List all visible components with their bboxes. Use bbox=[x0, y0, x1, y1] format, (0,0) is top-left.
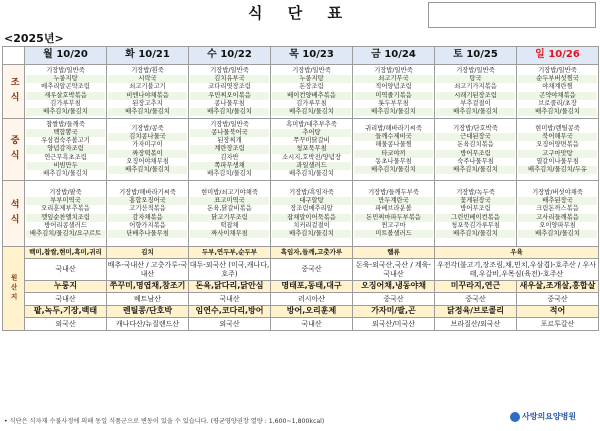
menu-item: 표고미역국 bbox=[190, 197, 269, 205]
menu-item: 짜사이채무침 bbox=[190, 230, 269, 238]
menu-item: 기장밥/일반죽 bbox=[46, 66, 85, 74]
day-header: 목 10/23 bbox=[271, 47, 353, 65]
menu-item: 흑미밥/대추부추죽 bbox=[286, 120, 337, 128]
origin-item: 미꾸라지,연근 bbox=[435, 281, 517, 293]
meal-label: 중식 bbox=[3, 119, 25, 181]
menu-item: 된장찌개 bbox=[217, 137, 242, 145]
origin-item: 새우살,조개살,홍합살 bbox=[517, 281, 599, 293]
menu-item: 오이양파무침 bbox=[539, 221, 576, 229]
day-header: 금 10/24 bbox=[353, 47, 435, 65]
origin-item: 적어 bbox=[517, 306, 599, 318]
day-header: 일 10/26 bbox=[517, 47, 599, 65]
menu-item: 배추김치/물김치/두유 bbox=[518, 166, 597, 174]
menu-item: 귀리밥/해바라기씨죽 bbox=[365, 124, 422, 132]
menu-item: 시래기된장조림 bbox=[436, 92, 515, 100]
origin-country: 국내산 bbox=[271, 318, 353, 331]
menu-cell bbox=[25, 119, 107, 181]
menu-cell bbox=[25, 181, 107, 247]
origin-item: 명태포,동태,대구 bbox=[271, 281, 353, 293]
origin-country: 중국산 bbox=[271, 259, 353, 281]
menu-item: 기장밥/일반죽 bbox=[210, 120, 249, 128]
origin-label: 원산지 bbox=[3, 247, 25, 331]
menu-item: 소시지,호박전/양념장 bbox=[282, 153, 341, 161]
menu-item: 배추김치/물김치 bbox=[518, 230, 597, 238]
menu-item: 치커리겉절이 bbox=[293, 221, 330, 229]
origin-item: 렌틸콩/단호박 bbox=[107, 306, 189, 318]
origin-item: 흑임자,들깨,고춧가루 bbox=[271, 247, 353, 259]
menu-item: 오징어야채무침 bbox=[126, 157, 169, 165]
menu-cell bbox=[189, 65, 271, 119]
menu-item: 닭고기무조림 bbox=[190, 214, 269, 222]
origin-header-row bbox=[3, 306, 599, 318]
menu-item: 배추김치/물김치/요구르트 bbox=[26, 230, 105, 238]
hospital-logo bbox=[510, 411, 576, 422]
menu-item: 김치콩나물국 bbox=[108, 133, 187, 141]
menu-item: 그린빈베이컨볶음 bbox=[436, 214, 515, 222]
menu-item: 고구마맛탕 bbox=[518, 150, 597, 158]
menu-item: 배추김치/물김치 bbox=[272, 108, 351, 116]
menu-item: 파베브라운볼 bbox=[375, 205, 412, 213]
menu-item: 기장밥/버섯야채죽 bbox=[532, 188, 583, 196]
menu-item: 쇠고기불고기 bbox=[129, 83, 166, 91]
menu-item: 북어해무국 bbox=[518, 133, 597, 141]
menu-item: 돈육김치볶음 bbox=[457, 141, 494, 149]
menu-item: 떡잡채 bbox=[220, 221, 239, 229]
menu-item: 찹쌀밥/들깨죽 bbox=[46, 120, 85, 128]
origin-country: 포르투갈산 bbox=[517, 318, 599, 331]
menu-item: 들깨수제비국 bbox=[354, 133, 433, 141]
day-header: 월 10/20 bbox=[25, 47, 107, 65]
origin-country: 국내산 bbox=[25, 293, 107, 306]
menu-item: 코다리엿장조림 bbox=[208, 83, 251, 91]
origin-country: 국내산 bbox=[189, 293, 271, 306]
menu-item: 비엔나야채볶음 bbox=[108, 92, 187, 100]
menu-item: 꽃게된장국 bbox=[436, 197, 515, 205]
menu-item: 양념감자조림 bbox=[26, 145, 105, 153]
menu-item: 곤약야채볶음 bbox=[518, 92, 597, 100]
menu-item: 오징어양면볶음 bbox=[536, 141, 579, 149]
origin-item: 닭정육/브로콜리 bbox=[435, 306, 517, 318]
menu-item: 순두부버섯찜국 bbox=[518, 75, 597, 83]
menu-cell bbox=[271, 65, 353, 119]
menu-item: 깻잎순찬앨치조림 bbox=[26, 214, 105, 222]
menu-item: 동초나물무침 bbox=[375, 157, 412, 165]
menu-item: 기장밥/흑임자죽 bbox=[289, 188, 334, 196]
menu-cell bbox=[517, 65, 599, 119]
menu-item: 배추김치/물김치 bbox=[108, 108, 187, 116]
menu-cell bbox=[107, 119, 189, 181]
meal-label: 석식 bbox=[3, 181, 25, 247]
menu-item: 누룽지탕 bbox=[272, 75, 351, 83]
footnote: • 식단은 식자재 수불사정에 의해 동일 식품군으로 변동이 있을 수 있습니다. (평균영양권장 열량 : 1,600~1,800kcal) bbox=[4, 418, 325, 425]
menu-item: 미트볼샐러드 bbox=[354, 230, 433, 238]
day-header: 수 10/22 bbox=[189, 47, 271, 65]
menu-cell bbox=[189, 181, 271, 247]
menu-item: 배추김치/물김치 bbox=[190, 108, 269, 116]
menu-cell bbox=[25, 65, 107, 119]
menu-item: 과일샐러드 bbox=[272, 162, 351, 170]
origin-item: 백미,찹쌀,현미,흑미,귀리 bbox=[25, 247, 107, 259]
menu-item: 오리훈제부추볶음 bbox=[41, 205, 90, 213]
menu-item: 배추된장국 bbox=[518, 197, 597, 205]
menu-item: 배추김치/물김치 bbox=[289, 169, 334, 177]
origin-value-row bbox=[3, 318, 599, 331]
origin-country: 외국산/미국산 bbox=[353, 318, 435, 331]
menu-item: 만두계란국 bbox=[354, 197, 433, 205]
menu-item: 기장밥/일반죽 bbox=[538, 66, 577, 74]
hospital-logo-icon bbox=[510, 412, 520, 422]
menu-item: 김가루무침 bbox=[50, 99, 81, 107]
menu-item: 방어무조림 bbox=[436, 150, 515, 158]
origin-country: 중국산 bbox=[435, 293, 517, 306]
menu-table bbox=[2, 46, 599, 331]
menu-item: 기장밥/콩죽 bbox=[131, 124, 164, 132]
menu-cell bbox=[107, 181, 189, 247]
menu-item: 배추김치/물김치 bbox=[108, 166, 187, 174]
origin-item: 팥,녹두,기장,백태 bbox=[25, 306, 107, 318]
menu-item: 부부미역국 bbox=[26, 197, 105, 205]
origin-country: 국내산 bbox=[25, 259, 107, 281]
menu-item: 우민찌오이볶음 bbox=[190, 92, 269, 100]
menu-item: 백합뽕국 bbox=[26, 129, 105, 137]
origin-item: 우육 bbox=[435, 247, 599, 259]
menu-item: 배추김치/물김치 bbox=[26, 108, 105, 116]
menu-item: 기장밥/단호박죽 bbox=[453, 124, 498, 132]
origin-item: 임연수,코다리,방어 bbox=[189, 306, 271, 318]
menu-item: 현미밥/쇠고기야채죽 bbox=[201, 188, 258, 196]
menu-cell bbox=[271, 119, 353, 181]
meal-label: 조식 bbox=[3, 65, 25, 119]
origin-header-row bbox=[3, 247, 599, 259]
origin-item: 누룽지 bbox=[25, 281, 107, 293]
origin-value-row bbox=[3, 259, 599, 281]
day-header: 화 10/21 bbox=[107, 47, 189, 65]
menu-item: 베이컨양배추볶음 bbox=[272, 92, 351, 100]
menu-item: 배추김치/물김치 bbox=[354, 108, 433, 116]
menu-item: 근대된장국 bbox=[436, 133, 515, 141]
menu-cell bbox=[435, 119, 517, 181]
menu-item: 기장밥/흰죽 bbox=[131, 66, 164, 74]
menu-item: 콩나물북어국 bbox=[190, 129, 269, 137]
meal-row bbox=[3, 65, 599, 119]
menu-item: 김자반 bbox=[220, 153, 239, 161]
meal-row bbox=[3, 181, 599, 247]
menu-item: 부추겉절이 bbox=[460, 99, 491, 107]
menu-item: 배추김치/물김치 bbox=[436, 166, 515, 174]
origin-country: 러시아산 bbox=[271, 293, 353, 306]
origin-header-row bbox=[3, 281, 599, 293]
menu-item: 청포묵김가루무침 bbox=[451, 221, 500, 229]
origin-country: 우전각(불고기,장조림,채,민치,우삼겹)-호주산 / 우사태,우갈비,우목심(육전)-호주산 bbox=[435, 259, 599, 281]
origin-country: 외국산 bbox=[189, 318, 271, 331]
origin-item: 돈육,닭다리,닭안심 bbox=[189, 281, 271, 293]
menu-item: 짜장떡볶이 bbox=[108, 150, 187, 158]
menu-item: 추어탕 bbox=[272, 129, 351, 137]
menu-item: 고사리들깨볶음 bbox=[518, 214, 597, 222]
origin-country: 돈육-외국산,국산 / 계육-국내산 bbox=[353, 259, 435, 281]
menu-cell bbox=[353, 181, 435, 247]
menu-item: 야채계란찜 bbox=[542, 83, 573, 91]
menu-item: 기장밥/일반죽 bbox=[292, 66, 331, 74]
menu-item: 크림돈까스볶음 bbox=[536, 205, 579, 213]
menu-item: 김가루무침 bbox=[296, 99, 327, 107]
menu-item: 잡채말이어묵볶음 bbox=[272, 214, 351, 222]
corner-cell bbox=[3, 47, 25, 65]
menu-item: 단배추나물무침 bbox=[108, 230, 187, 238]
menu-item: 감자채볶음 bbox=[108, 214, 187, 222]
menu-item: 기장밥/들깨두부죽 bbox=[368, 188, 419, 196]
menu-item: 된장고추지 bbox=[132, 99, 163, 107]
menu-item: 누룽지탕 bbox=[26, 75, 105, 83]
menu-item: 계란장조림 bbox=[190, 145, 269, 153]
origin-item: 오징어채,냉동야채 bbox=[353, 281, 435, 293]
menu-item: 쇠고기가지볶음 bbox=[454, 83, 497, 91]
menu-item: 연근무흑초조림 bbox=[44, 153, 87, 161]
menu-item: 방어리콩샐러드 bbox=[44, 221, 87, 229]
menu-cell bbox=[189, 119, 271, 181]
menu-item: 방어무조림 bbox=[460, 205, 491, 213]
origin-item: 김치 bbox=[107, 247, 189, 259]
menu-item: 쇠고기무국 bbox=[354, 75, 433, 83]
menu-item: 배추김치/물김치 bbox=[518, 108, 597, 116]
menu-item: 배추김치/물김치 bbox=[354, 166, 433, 174]
menu-item: 기장밥/해바라기씨죽 bbox=[119, 188, 176, 196]
menu-cell bbox=[435, 65, 517, 119]
origin-value-row bbox=[3, 293, 599, 306]
menu-item: 청포묵무침 bbox=[272, 145, 351, 153]
menu-item: 김치유부국 bbox=[190, 75, 269, 83]
origin-country: 베트남산 bbox=[107, 293, 189, 306]
origin-country: 외국산 bbox=[25, 318, 107, 331]
menu-item: 기장밥/일반죽 bbox=[210, 66, 249, 74]
menu-item: 돈민찌마파두부볶음 bbox=[354, 214, 433, 222]
origin-country: 중국산 bbox=[517, 293, 599, 306]
menu-item: 배추김치/물김치 bbox=[436, 230, 515, 238]
menu-item: 어향가지볶음 bbox=[129, 221, 166, 229]
menu-item: 탕국 bbox=[436, 75, 515, 83]
menu-item: 배추김치/물김치 bbox=[43, 169, 88, 177]
menu-cell bbox=[271, 181, 353, 247]
menu-item: 쪽파무생채 bbox=[190, 162, 269, 170]
year-label: <2025년> bbox=[4, 32, 64, 45]
menu-item: 배추김치/물김치 bbox=[436, 108, 515, 116]
origin-item: 방어,오리훈제 bbox=[271, 306, 353, 318]
menu-item: 미역줄기볶음 bbox=[354, 92, 433, 100]
menu-item: 기장밥/녹두죽 bbox=[456, 188, 495, 196]
menu-item: 기장밥/일반죽 bbox=[456, 66, 495, 74]
menu-item: 돈장조림 bbox=[299, 83, 324, 91]
origin-item: 쭈꾸미,명엽채,참조기 bbox=[107, 281, 189, 293]
menu-item: 콩나물무침 bbox=[214, 99, 245, 107]
menu-item: 우삼겹숙주볼고기 bbox=[41, 137, 90, 145]
origin-item: 햄류 bbox=[353, 247, 435, 259]
menu-cell bbox=[435, 181, 517, 247]
menu-item: 해물콩나물찜 bbox=[375, 141, 412, 149]
menu-item: 톳두부무침 bbox=[378, 99, 409, 107]
page-title: 식 단 표 bbox=[248, 4, 352, 22]
menu-item: 배추김치/물김치 bbox=[272, 230, 351, 238]
menu-item: 적어양념조림 bbox=[375, 83, 412, 91]
menu-item: 비빔만두 bbox=[26, 162, 105, 170]
menu-item: 숙주나물무침 bbox=[457, 157, 494, 165]
origin-item: 가자미/팔,곤 bbox=[353, 306, 435, 318]
menu-item: 열갈이나물무침 bbox=[536, 157, 579, 165]
menu-item: 가자미구이 bbox=[132, 141, 163, 149]
menu-cell bbox=[517, 181, 599, 247]
origin-country: 배추-국내산 / 고춧가루-국내산 bbox=[107, 259, 189, 281]
menu-item: 기장밥/일반죽 bbox=[374, 66, 413, 74]
origin-item: 두부,연두부,순두부 bbox=[189, 247, 271, 259]
menu-cell bbox=[353, 119, 435, 181]
menu-item: 쭈꾸미닭갈비 bbox=[293, 137, 330, 145]
menu-cell bbox=[107, 65, 189, 119]
menu-item: 메추리알곤약조림 bbox=[41, 83, 90, 91]
menu-item: 장조림메추리알 bbox=[290, 205, 333, 213]
menu-item: 돈육,닭갈비볶음 bbox=[207, 205, 252, 213]
origin-country: 중국산 bbox=[353, 293, 435, 306]
menu-item: 배추김치/물김치 bbox=[207, 169, 252, 177]
origin-country: 캐나다산/뉴질랜드산 bbox=[107, 318, 189, 331]
origin-country: 대두-외국산 (미국,캐나다,호주) bbox=[189, 259, 271, 281]
menu-item: 찐고구마 bbox=[381, 221, 406, 229]
menu-item: 대구알탕 bbox=[272, 197, 351, 205]
menu-item: 기장밥/팥죽 bbox=[49, 188, 82, 196]
menu-cell bbox=[353, 65, 435, 119]
menu-item: 새우살호박볶음 bbox=[26, 92, 105, 100]
menu-item: 시락국 bbox=[108, 75, 187, 83]
menu-item: 현미밥/렌틸콩죽 bbox=[535, 124, 580, 132]
menu-cell bbox=[517, 119, 599, 181]
menu-item: 타코야끼 bbox=[354, 150, 433, 158]
menu-item: 브로콜리/초장 bbox=[538, 99, 577, 107]
meal-row bbox=[3, 119, 599, 181]
day-header: 토 10/25 bbox=[435, 47, 517, 65]
origin-country: 브라질산/외국산 bbox=[435, 318, 517, 331]
menu-item: 고기산적볶음 bbox=[129, 205, 166, 213]
menu-item: 홍합오징어국 bbox=[108, 197, 187, 205]
hospital-name: 사랑의요양병원 bbox=[522, 412, 577, 421]
